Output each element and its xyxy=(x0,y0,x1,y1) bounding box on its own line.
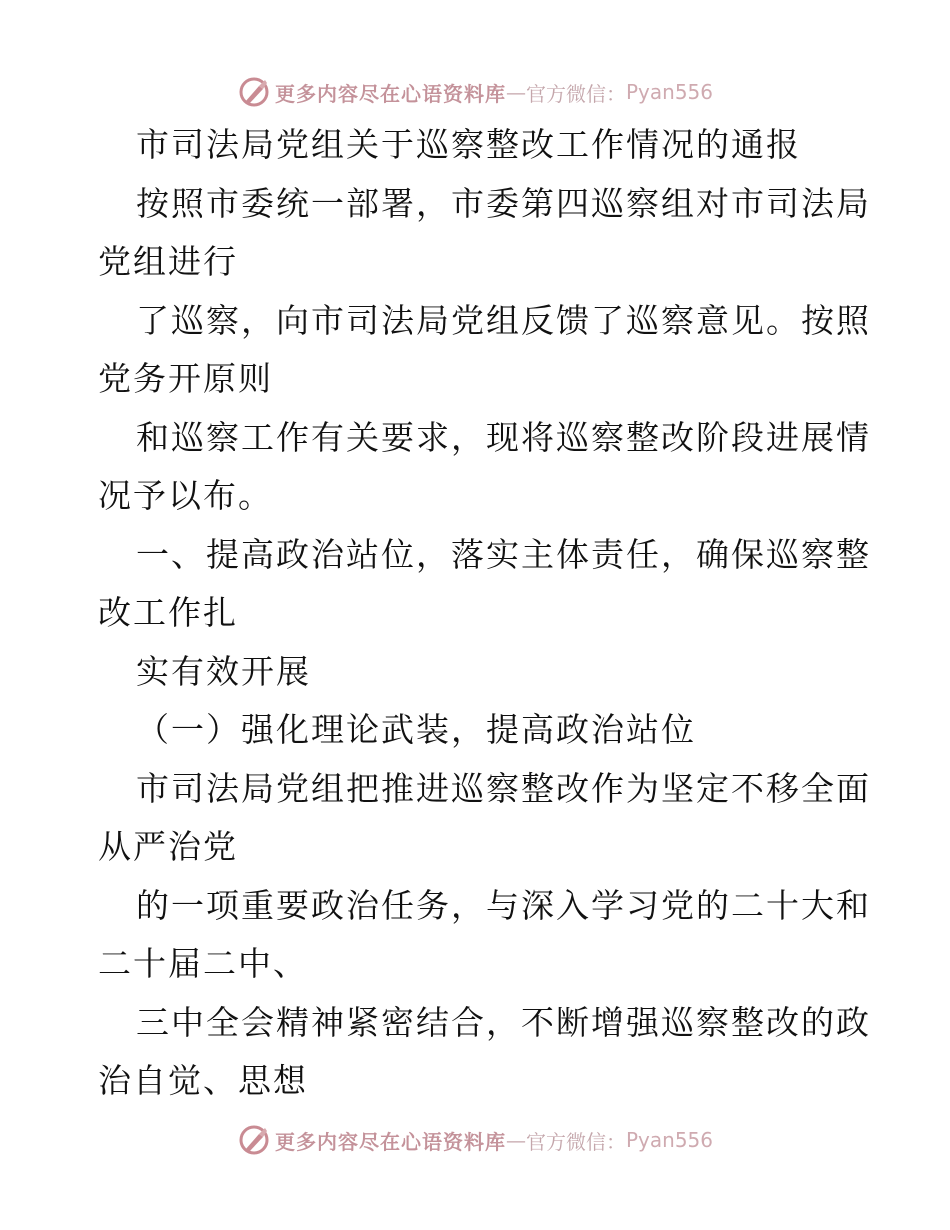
watermark-wechat-label: 官方微信： xyxy=(525,81,626,106)
pen-logo-icon xyxy=(237,75,271,109)
document-line: 了巡察，向市司法局党组反馈了巡察意见。按照 xyxy=(136,300,871,340)
watermark-brand: 更多内容尽在心语资料库 xyxy=(274,1129,506,1154)
document-line: 市司法局党组把推进巡察整改作为坚定不移全面 xyxy=(136,768,871,808)
document-line: 按照市委统一部署，市委第四巡察组对市司法局 xyxy=(136,183,871,223)
watermark-wechat-id: Pyan556 xyxy=(625,1128,713,1152)
watermark-wechat-label: 官方微信： xyxy=(525,1129,626,1154)
document-line: 党务开原则 xyxy=(98,359,273,398)
watermark-brand: 更多内容尽在心语资料库 xyxy=(274,81,506,106)
document-line: 实有效开展 xyxy=(136,651,311,691)
document-line: 一、提高政治站位，落实主体责任，确保巡察整 xyxy=(136,534,871,574)
document-line: 市司法局党组关于巡察整改工作情况的通报 xyxy=(136,125,801,164)
watermark-footer xyxy=(0,1120,950,1160)
watermark-wechat-id: Pyan556 xyxy=(625,80,713,104)
watermark-header xyxy=(0,72,950,112)
document-line: 从严治党 xyxy=(98,827,238,866)
watermark-dash: — xyxy=(505,80,526,104)
document-line: 况予以布。 xyxy=(98,476,273,515)
document-line: 改工作扎 xyxy=(98,593,238,632)
document-line: 治自觉、思想 xyxy=(98,1061,308,1100)
document-line: （一）强化理论武装，提高政治站位 xyxy=(136,710,696,749)
document-line: 二十届二中、 xyxy=(98,944,308,983)
pen-logo-icon xyxy=(237,1123,271,1157)
document-line: 和巡察工作有关要求，现将巡察整改阶段进展情 xyxy=(136,417,871,457)
document-line: 党组进行 xyxy=(98,242,238,281)
document-body xyxy=(98,116,871,1111)
document-line: 的一项重要政治任务，与深入学习党的二十大和 xyxy=(136,885,871,925)
watermark-dash: — xyxy=(505,1128,526,1152)
document-line: 三中全会精神紧密结合，不断增强巡察整改的政 xyxy=(136,1002,871,1042)
